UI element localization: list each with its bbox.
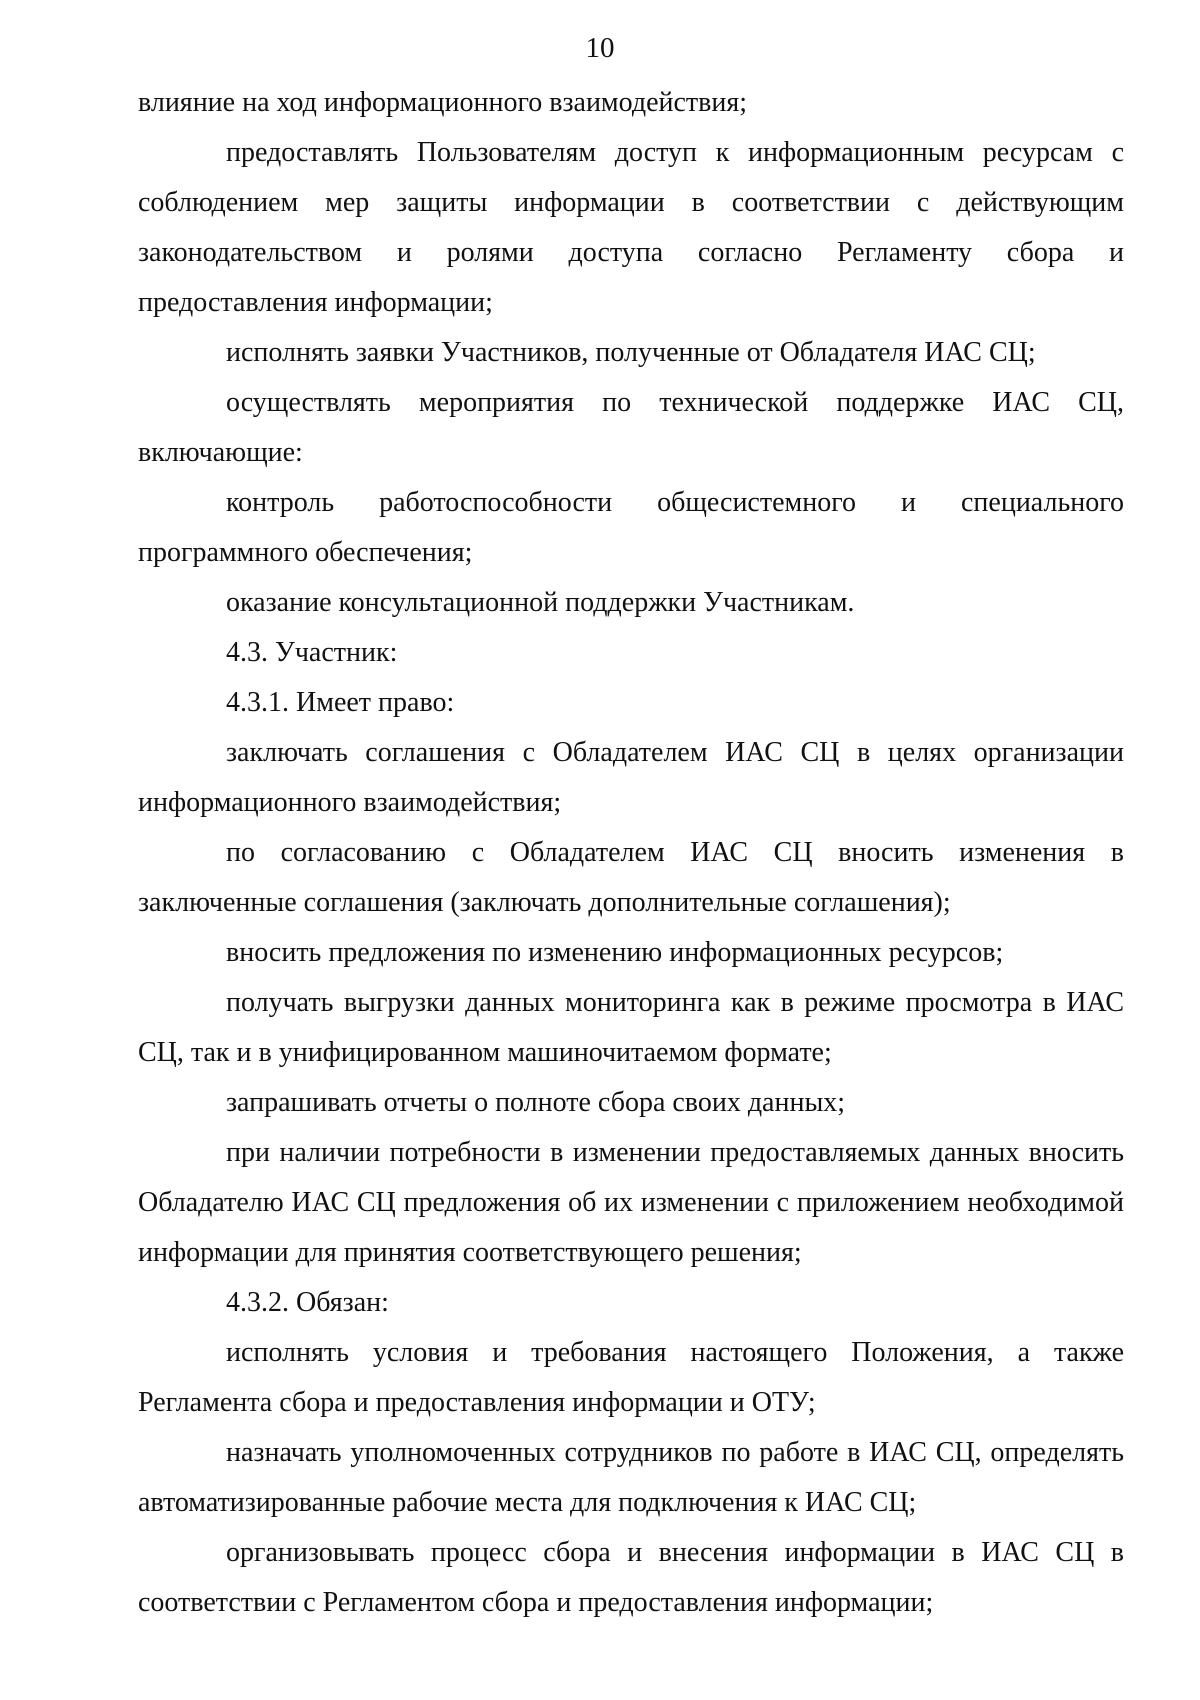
page-number: 10	[585, 32, 615, 64]
paragraph-propose-changes: вносить предложения по изменению информационных ресурсов;	[226, 937, 1004, 968]
paragraph-receive-exports: получать выгрузки данных мониторинга как в режиме просмотра в ИАС СЦ, так и в унифицированном машиночитаемом формате;	[138, 987, 1124, 1068]
paragraph-continuation: влияние на ход информационного взаимодействия;	[138, 87, 748, 118]
paragraph-conclude-agreements: заключать соглашения с Обладателем ИАС СЦ в целях организации информационного взаимодействия;	[138, 737, 1124, 818]
subsection-heading-obligations: 4.3.2. Обязан:	[226, 1287, 389, 1318]
document-body	[138, 78, 1124, 1628]
paragraph-software-control: контроль работоспособности общесистемного и специального программного обеспечения;	[138, 487, 1124, 568]
paragraph-organize-collection: организовывать процесс сбора и внесения информации в ИАС СЦ в соответствии с Регламентом сбора и предоставления информации;	[138, 1537, 1124, 1618]
paragraph-amend-agreements: по согласованию с Обладателем ИАС СЦ вносить изменения в заключенные соглашения (заключать дополнительные соглашения);	[138, 837, 1124, 918]
paragraph-technical-support: осуществлять мероприятия по технической поддержке ИАС СЦ, включающие:	[138, 387, 1124, 468]
paragraph-request-reports: запрашивать отчеты о полноте сбора своих данных;	[226, 1087, 846, 1118]
paragraph-comply-requirements: исполнять условия и требования настоящего Положения, а также Регламента сбора и предоставления информации и ОТУ;	[138, 1337, 1124, 1418]
section-heading-participant: 4.3. Участник:	[226, 637, 398, 668]
paragraph-consulting-support: оказание консультационной поддержки Участникам.	[226, 587, 855, 618]
paragraph-execute-requests: исполнять заявки Участников, полученные от Обладателя ИАС СЦ;	[226, 337, 1036, 368]
paragraph-appoint-staff: назначать уполномоченных сотрудников по работе в ИАС СЦ, определять автоматизированные рабочие места для подключения к ИАС СЦ;	[138, 1437, 1124, 1518]
paragraph-data-change-proposals: при наличии потребности в изменении предоставляемых данных вносить Обладателю ИАС СЦ предложения об их изменении с приложением необходимой информации для принятия соответствующего решения;	[138, 1137, 1124, 1268]
subsection-heading-rights: 4.3.1. Имеет право:	[226, 687, 455, 718]
paragraph-provide-access: предоставлять Пользователям доступ к информационным ресурсам с соблюдением мер защиты информации в соответствии с действующим законодательством и ролями доступа согласно Регламенту сбора и предоставления информации;	[138, 137, 1124, 318]
